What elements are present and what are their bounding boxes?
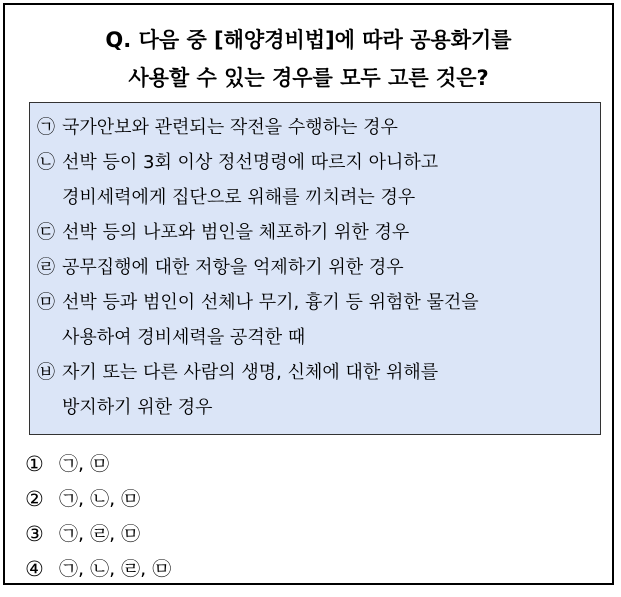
statement-text: 선박 등이 3회 이상 정선명령에 따르지 아니하고 [62, 152, 439, 173]
question-title [5, 21, 612, 97]
statement-box [29, 102, 601, 435]
answer-number: ① [25, 452, 44, 476]
statement-text-continued: 사용하여 경비세력을 공격한 때 [62, 327, 306, 348]
answer-number: ② [25, 487, 44, 511]
answer-text: ㉠, ㉡, ㉣, ㉤ [59, 558, 172, 580]
answer-choice-1[interactable] [25, 447, 171, 482]
answer-text: ㉠, ㉤ [59, 453, 110, 475]
statement-marker: ㉡ [37, 152, 55, 173]
statement-marker: ㉤ [37, 292, 55, 313]
statement-text: 공무집행에 대한 저항을 억제하기 위한 경우 [62, 257, 404, 278]
statement-text: 자기 또는 다른 사람의 생명, 신체에 대한 위해를 [62, 362, 439, 383]
statement-marker: ㉢ [37, 222, 55, 243]
answer-choice-2[interactable] [25, 482, 171, 517]
answer-text: ㉠, ㉡, ㉤ [59, 488, 141, 510]
statement-marker: ㉣ [37, 257, 55, 278]
answer-text: ㉠, ㉣, ㉤ [59, 523, 141, 545]
answer-choices [25, 447, 171, 587]
statement-item [30, 285, 600, 355]
question-frame [3, 3, 614, 585]
statement-item [30, 215, 600, 250]
answer-choice-3[interactable] [25, 517, 171, 552]
statement-text-continued: 경비세력에게 집단으로 위해를 끼치려는 경우 [62, 187, 416, 208]
statement-text: 선박 등의 나포와 범인을 체포하기 위한 경우 [62, 222, 410, 243]
statement-item [30, 145, 600, 215]
answer-number: ③ [25, 522, 44, 546]
statement-text: 선박 등과 범인이 선체나 무기, 흉기 등 위험한 물건을 [62, 292, 479, 313]
statement-text-continued: 방지하기 위한 경우 [62, 397, 213, 418]
question-line-2: 사용할 수 있는 경우를 모두 고른 것은? [128, 66, 489, 90]
statement-marker: ㉥ [37, 362, 55, 383]
statement-item [30, 355, 600, 425]
answer-number: ④ [25, 557, 44, 581]
answer-choice-4[interactable] [25, 552, 171, 587]
statement-item [30, 250, 600, 285]
statement-item [30, 110, 600, 145]
question-line-1: Q. 다음 중 [해양경비법]에 따라 공용화기를 [105, 28, 512, 52]
statement-marker: ㉠ [37, 117, 55, 138]
statement-text: 국가안보와 관련되는 작전을 수행하는 경우 [62, 117, 398, 138]
